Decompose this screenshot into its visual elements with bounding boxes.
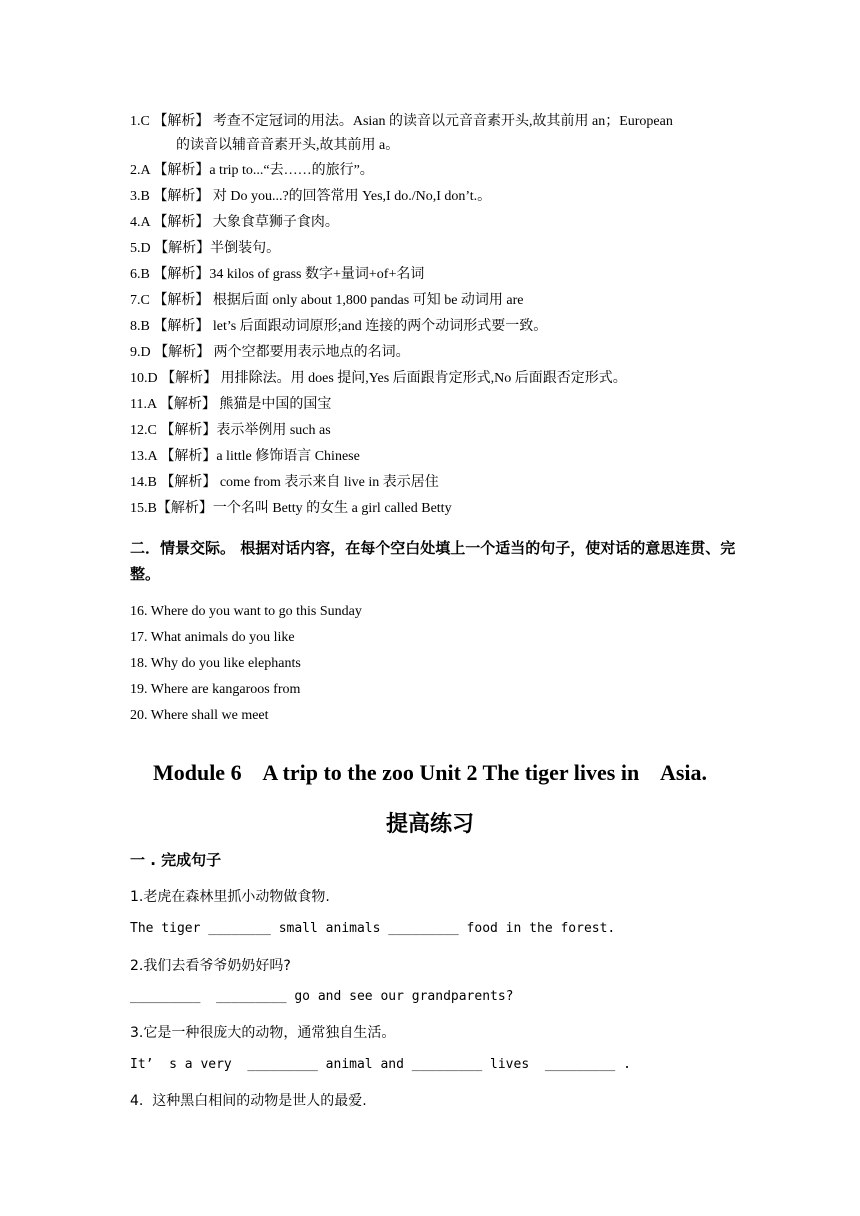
answer-text-continued: 的读音以辅音音素开头,故其前用 a。 [176,138,400,153]
answer-item: 11.A 【解析】 熊猫是中国的国宝 [130,397,332,412]
dialogue-answer: 18. Why do you like elephants [130,656,301,671]
exercise-sentence: The tiger ________ small animals _________ food in the forest. [130,921,616,936]
answer-key [130,110,740,522]
dialogue-answer: 17. What animals do you like [130,630,295,645]
answer-item: 7.C 【解析】 根据后面 only about 1,800 pandas 可知 be 动词用 are [130,293,524,308]
exercise-sentence: _________ _________ go and see our grandparents? [130,989,514,1004]
answer-item: 3.B 【解析】 对 Do you...?的回答常用 Yes,I do./No,I don’t.。 [130,189,492,204]
answer-item: 15.B【解析】一个名叫 Betty 的女生 a girl called Betty [130,501,452,516]
answer-item: 5.D 【解析】半倒装句。 [130,241,281,256]
dialogue-answer: 16. Where do you want to go this Sunday [130,604,362,619]
exercise-prompt: 3.它是一种很庞大的动物，通常独自生活。 [130,1025,396,1041]
answer-item: 6.B 【解析】34 kilos of grass 数字+量词+of+名词 [130,267,425,282]
answer-item: 4.A 【解析】 大象食草狮子食肉。 [130,215,339,230]
section-heading-situational-dialogue: 二．情景交际。 根据对话内容，在每个空白处填上一个适当的句子，使对话的意思连贯、完整。 [130,539,736,583]
module-title: Module 6 A trip to the zoo Unit 2 The tiger lives in Asia. [152,760,708,785]
dialogue-answer: 19. Where are kangaroos from [130,682,301,697]
exercise-prompt: 1.老虎在森林里抓小动物做食物. [130,889,330,905]
practice-title: 提高练习 [385,812,474,837]
answer-item: 8.B 【解析】 let’s 后面跟动词原形;and 连接的两个动词形式要一致。 [130,319,548,334]
answer-item: 13.A 【解析】a little 修饰语言 Chinese [130,449,360,464]
exercise-sentence: It’ s a very _________ animal and _________ lives _________ . [130,1057,631,1072]
answer-item [130,110,740,158]
answer-item: 14.B 【解析】 come from 表示来自 live in 表示居住 [130,475,439,490]
exercise-prompt: 4. 这种黑白相间的动物是世人的最爱. [130,1093,367,1109]
answer-item: 10.D 【解析】 用排除法。用 does 提问,Yes 后面跟肯定形式,No 后面跟否定形式。 [130,371,627,386]
section-heading-complete-sentences: 一 . 完成句子 [130,851,222,869]
answer-item: 2.A 【解析】a trip to...“去……的旅行”。 [130,163,374,178]
dialogue-answers [130,599,740,729]
dialogue-answer: 20. Where shall we meet [130,708,269,723]
answer-item: 9.D 【解析】 两个空都要用表示地点的名词。 [130,345,410,360]
answer-item: 12.C 【解析】表示举例用 such as [130,423,331,438]
exercise-prompt: 2.我们去看爷爷奶奶好吗? [130,958,291,974]
answer-text: 1.C 【解析】 考查不定冠词的用法。Asian 的读音以元音音素开头,故其前用 an；European [130,114,673,129]
